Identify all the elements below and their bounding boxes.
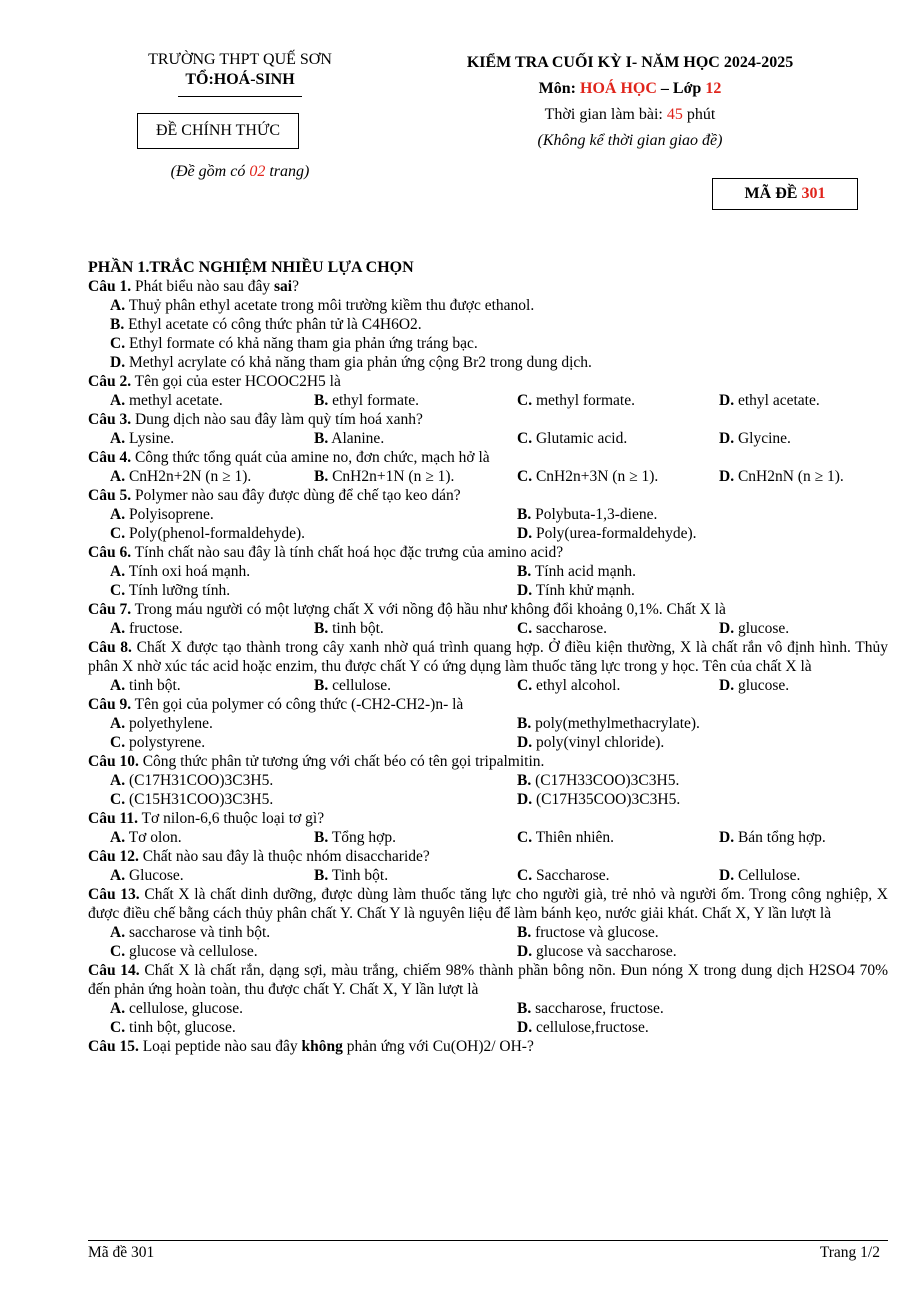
section-title: PHẦN 1.TRẮC NGHIỆM NHIỀU LỰA CHỌN (88, 259, 414, 276)
option-d[interactable] (719, 828, 826, 847)
option-text: Methyl acrylate có khả năng tham gia phản ứng cộng Br2 trong dung dịch. (128, 354, 592, 371)
option-text: fructose và glucose. (535, 924, 659, 941)
option-b[interactable] (88, 315, 888, 334)
option-c[interactable] (110, 581, 230, 600)
question-number: Câu 4. (88, 449, 132, 466)
option-text: poly(vinyl chloride). (535, 734, 665, 751)
question-6 (88, 543, 888, 562)
option-text: methyl formate. (535, 392, 635, 409)
option-letter: A. (110, 392, 126, 409)
option-text: (C15H31COO)3C3H5. (128, 791, 274, 808)
option-letter: B. (314, 430, 329, 447)
pages-note (120, 163, 360, 181)
option-text: (C17H35COO)3C3H5. (535, 791, 681, 808)
option-letter: C. (517, 392, 533, 409)
option-d[interactable] (517, 790, 680, 809)
option-text: Cellulose. (737, 867, 801, 884)
question-text: Chất X được tạo thành trong cây xanh nhờ quá trình quang hợp. Ở điều kiện thường, X là chất rắn vô định hình. Thủy phân X nhờ xúc tác acid hoặc enzim, thu được chất Y có ứng dụng làm thuốc tăng lực trong y học. Tên của chất X là (88, 639, 888, 675)
option-d[interactable] (719, 391, 820, 410)
question-text: Tơ nilon-6,6 thuộc loại tơ gì? (137, 810, 325, 827)
options-row (88, 562, 888, 581)
pages-count: 02 (249, 163, 266, 180)
option-letter: A. (110, 715, 126, 732)
option-text: glucose và cellulose. (128, 943, 258, 960)
option-b[interactable] (314, 866, 388, 885)
question-tail: phản ứng với Cu(OH)2/ OH-? (342, 1038, 534, 1055)
options-row (88, 771, 888, 790)
option-text: Tơ olon. (128, 829, 182, 846)
question-10 (88, 752, 888, 771)
question-text: Chất X là chất rắn, dạng sợi, màu trắng, chiếm 98% thành phần bông nõn. Đun nóng X trong dung dịch H2SO4 70% đến phản ứng hoàn toàn, thu được chất Y. Chất X, Y lần lượt là (88, 962, 888, 998)
option-d[interactable] (719, 619, 789, 638)
subject-suffix: – Lớp (656, 80, 706, 97)
option-a[interactable] (110, 999, 243, 1018)
option-text: ethyl acetate. (737, 392, 820, 409)
option-letter: D. (719, 430, 735, 447)
option-letter: A. (110, 1000, 126, 1017)
option-letter: C. (110, 1019, 126, 1036)
option-letter: A. (110, 563, 126, 580)
option-text: Tinh bột. (331, 867, 389, 884)
option-letter: B. (314, 392, 329, 409)
option-text: Glutamic acid. (535, 430, 628, 447)
option-a[interactable] (110, 771, 273, 790)
option-b[interactable] (314, 467, 454, 486)
exam-title: KIỂM TRA CUỐI KỲ I- NĂM HỌC 2024-2025 (466, 54, 794, 71)
time-prefix: Thời gian làm bài: (544, 106, 667, 123)
question-text: Tên gọi của polymer có công thức (-CH2-CH2-)n- là (131, 696, 464, 713)
question-tail: ? (292, 278, 299, 295)
option-text: glucose. (737, 677, 790, 694)
question-15 (88, 1037, 888, 1056)
time-suffix: phút (682, 106, 716, 123)
school-name: TRƯỜNG THPT QUẾ SƠN (148, 51, 332, 68)
option-text: cellulose, glucose. (128, 1000, 244, 1017)
question-13 (88, 885, 888, 923)
option-letter: C. (517, 677, 533, 694)
option-text: saccharose, fructose. (535, 1000, 664, 1017)
option-letter: C. (517, 620, 533, 637)
subject-name: HOÁ HỌC (580, 80, 657, 97)
option-letter: D. (517, 525, 533, 542)
option-a[interactable] (110, 828, 182, 847)
option-b[interactable] (314, 391, 419, 410)
question-number: Câu 14. (88, 962, 140, 979)
question-12 (88, 847, 888, 866)
option-text: poly(methylmethacrylate). (535, 715, 700, 732)
option-letter: C. (110, 791, 126, 808)
option-letter: D. (719, 829, 735, 846)
option-letter: A. (110, 677, 126, 694)
option-text: Polyisoprene. (128, 506, 214, 523)
option-letter: B. (517, 1000, 532, 1017)
option-text: Thiên nhiên. (535, 829, 615, 846)
option-letter: C. (110, 525, 126, 542)
option-a[interactable] (110, 866, 184, 885)
options-row (88, 391, 888, 410)
option-letter: D. (517, 1019, 533, 1036)
option-text: Ethyl acetate có công thức phân tử là C4H6O2. (128, 316, 422, 333)
question-3 (88, 410, 888, 429)
exam-code-badge (712, 178, 858, 210)
option-a[interactable] (110, 467, 251, 486)
option-text: polyethylene. (128, 715, 213, 732)
option-text: Saccharose. (535, 867, 610, 884)
option-d[interactable] (517, 942, 677, 961)
option-d[interactable] (719, 866, 800, 885)
option-letter: D. (517, 791, 533, 808)
option-text: Tính lưỡng tính. (128, 582, 231, 599)
exam-block (420, 50, 840, 154)
option-text: tinh bột. (128, 677, 181, 694)
option-d[interactable] (517, 1018, 649, 1037)
option-text: Lysine. (128, 430, 175, 447)
option-letter: B. (314, 867, 329, 884)
option-c[interactable] (110, 1018, 236, 1037)
option-letter: A. (110, 924, 126, 941)
option-text: CnH2n+2N (n ≥ 1). (128, 468, 252, 485)
option-text: Tính khử mạnh. (535, 582, 635, 599)
question-number: Câu 6. (88, 544, 132, 561)
question-emphasis: không (301, 1038, 343, 1055)
option-b[interactable] (517, 562, 636, 581)
option-text: polystyrene. (128, 734, 206, 751)
option-text: fructose. (128, 620, 183, 637)
option-text: CnH2n+3N (n ≥ 1). (535, 468, 659, 485)
option-text: glucose. (737, 620, 790, 637)
question-text: Chất X là chất dinh dưỡng, được dùng làm thuốc tăng lực cho người già, trẻ nhỏ và người ốm. Trong công nghiệp, X được điều chế bằng cách thủy phân chất Y. Chất Y là nguyên liệu để làm bánh kẹo, nước giải khát. Chất X, Y lần lượt là (88, 886, 888, 922)
option-a[interactable] (110, 562, 250, 581)
option-d[interactable] (719, 429, 791, 448)
grade: 12 (705, 80, 722, 97)
option-a[interactable] (110, 714, 213, 733)
exam-code-label: MÃ ĐỀ (744, 185, 802, 202)
questions-section (88, 258, 888, 1056)
question-text: Loại peptide nào sau đây (138, 1038, 302, 1055)
time-note: (Không kể thời gian giao đề) (537, 132, 723, 149)
option-text: tinh bột, glucose. (128, 1019, 236, 1036)
option-c[interactable] (517, 467, 658, 486)
option-d[interactable] (719, 676, 789, 695)
question-number: Câu 7. (88, 601, 132, 618)
school-block (120, 50, 360, 97)
question-5 (88, 486, 888, 505)
option-letter: A. (110, 829, 126, 846)
option-letter: C. (110, 582, 126, 599)
option-text: Alanine. (331, 430, 385, 447)
option-text: saccharose và tinh bột. (128, 924, 271, 941)
option-letter: C. (517, 468, 533, 485)
footer-divider (88, 1240, 888, 1241)
question-9 (88, 695, 888, 714)
question-text: Phát biểu nào sau đây (131, 278, 274, 295)
option-text: CnH2n+1N (n ≥ 1). (332, 468, 455, 485)
option-a[interactable] (88, 296, 888, 315)
option-text: Poly(urea-formaldehyde). (535, 525, 697, 542)
question-text: Tên gọi của ester HCOOC2H5 là (131, 373, 341, 390)
question-text: Polymer nào sau đây được dùng để chế tạo keo dán? (131, 487, 461, 504)
option-text: saccharose. (535, 620, 607, 637)
option-c[interactable] (517, 676, 620, 695)
options-row (88, 505, 888, 524)
question-number: Câu 9. (88, 696, 132, 713)
option-a[interactable] (110, 429, 174, 448)
option-b[interactable] (314, 429, 384, 448)
option-letter: B. (517, 715, 532, 732)
options-row (88, 790, 888, 809)
question-number: Câu 8. (88, 639, 132, 656)
options-row (88, 923, 888, 942)
option-letter: A. (110, 506, 126, 523)
option-letter: A. (110, 297, 126, 314)
option-text: Thuỷ phân ethyl acetate trong môi trường kiềm thu được ethanol. (128, 297, 535, 314)
option-c[interactable] (517, 429, 627, 448)
option-letter: D. (517, 582, 533, 599)
option-letter: B. (314, 677, 329, 694)
question-text: Tính chất nào sau đây là tính chất hoá học đặc trưng của amino acid? (131, 544, 564, 561)
subject-prefix: Môn: (538, 80, 580, 97)
option-letter: B. (314, 829, 329, 846)
options-row (88, 733, 888, 752)
option-text: Tổng hợp. (331, 829, 396, 846)
option-c[interactable] (110, 733, 205, 752)
option-a[interactable] (110, 619, 183, 638)
option-d[interactable] (517, 581, 635, 600)
option-b[interactable] (517, 505, 657, 524)
option-text: Glucose. (128, 867, 184, 884)
option-b[interactable] (314, 619, 384, 638)
option-letter: D. (719, 392, 735, 409)
question-number: Câu 5. (88, 487, 132, 504)
question-4 (88, 448, 888, 467)
option-a[interactable] (110, 923, 270, 942)
option-c[interactable] (110, 790, 273, 809)
option-b[interactable] (517, 923, 659, 942)
option-text: cellulose,fructose. (535, 1019, 649, 1036)
option-c[interactable] (110, 942, 258, 961)
question-2 (88, 372, 888, 391)
department-name: TỔ:HOÁ-SINH (185, 71, 295, 88)
question-number: Câu 13. (88, 886, 140, 903)
question-number: Câu 10. (88, 753, 139, 770)
options-row (88, 714, 888, 733)
option-d[interactable] (517, 524, 697, 543)
question-11 (88, 809, 888, 828)
question-number: Câu 2. (88, 373, 132, 390)
option-c[interactable] (88, 334, 888, 353)
option-c[interactable] (517, 619, 607, 638)
option-letter: C. (517, 829, 533, 846)
footer-page-number: Trang 1/2 (819, 1244, 880, 1261)
question-8 (88, 638, 888, 676)
option-letter: D. (719, 468, 735, 485)
option-letter: C. (110, 335, 126, 352)
option-text: ethyl formate. (332, 392, 420, 409)
option-letter: C. (110, 943, 126, 960)
option-letter: D. (719, 867, 735, 884)
question-1 (88, 277, 888, 296)
option-a[interactable] (110, 391, 223, 410)
option-letter: B. (110, 316, 125, 333)
option-text: Poly(phenol-formaldehyde). (128, 525, 306, 542)
option-d[interactable] (88, 353, 888, 372)
option-b[interactable] (314, 676, 391, 695)
options-row (88, 524, 888, 543)
option-letter: C. (517, 867, 533, 884)
options-row (88, 1018, 888, 1037)
question-emphasis: sai (274, 278, 293, 295)
options-row (88, 467, 888, 486)
question-text: Chất nào sau đây là thuộc nhóm disaccharide? (138, 848, 430, 865)
option-letter: C. (517, 430, 533, 447)
official-badge: ĐỀ CHÍNH THỨC (137, 113, 299, 149)
option-text: tinh bột. (332, 620, 384, 637)
option-text: Tính acid mạnh. (534, 563, 636, 580)
question-text: Công thức tổng quát của amine no, đơn chức, mạch hở là (131, 449, 490, 466)
option-letter: B. (517, 563, 532, 580)
option-letter: D. (517, 943, 533, 960)
options-row (88, 619, 888, 638)
option-letter: A. (110, 468, 126, 485)
option-b[interactable] (517, 999, 664, 1018)
options-row (88, 999, 888, 1018)
option-text: ethyl alcohol. (535, 677, 621, 694)
option-text: (C17H31COO)3C3H5. (128, 772, 274, 789)
options-row (88, 676, 888, 695)
option-d[interactable] (719, 467, 844, 486)
options-row (88, 828, 888, 847)
option-letter: A. (110, 430, 126, 447)
option-text: CnH2nN (n ≥ 1). (737, 468, 844, 485)
option-letter: B. (517, 506, 532, 523)
question-14 (88, 961, 888, 999)
option-b[interactable] (517, 771, 679, 790)
option-letter: D. (719, 620, 735, 637)
option-c[interactable] (110, 524, 305, 543)
footer-exam-code: Mã đề 301 (88, 1244, 155, 1261)
subject-line (420, 76, 840, 102)
option-letter: D. (719, 677, 735, 694)
question-text: Dung dịch nào sau đây làm quỳ tím hoá xanh? (131, 411, 423, 428)
option-letter: A. (110, 772, 126, 789)
option-a[interactable] (110, 505, 214, 524)
option-c[interactable] (517, 866, 610, 885)
time-line (420, 102, 840, 128)
option-letter: D. (517, 734, 533, 751)
option-letter: A. (110, 620, 126, 637)
option-c[interactable] (517, 391, 635, 410)
option-d[interactable] (517, 733, 664, 752)
question-7 (88, 600, 888, 619)
option-letter: B. (314, 468, 329, 485)
option-text: Ethyl formate có khả năng tham gia phản ứng tráng bạc. (128, 335, 478, 352)
options-row (88, 581, 888, 600)
option-letter: B. (517, 924, 532, 941)
option-text: glucose và saccharose. (535, 943, 677, 960)
option-text: Glycine. (737, 430, 791, 447)
option-a[interactable] (110, 676, 181, 695)
option-text: methyl acetate. (128, 392, 223, 409)
options-row (88, 429, 888, 448)
option-letter: C. (110, 734, 126, 751)
options-row (88, 866, 888, 885)
pages-note-prefix: (Đề gồm có (170, 163, 250, 180)
option-b[interactable] (314, 828, 396, 847)
options-row (88, 942, 888, 961)
question-text: Trong máu người có một lượng chất X với nồng độ hầu như không đổi khoảng 0,1%. Chất X là (131, 601, 726, 618)
question-text: Công thức phân tử tương ứng với chất béo có tên gọi tripalmitin. (138, 753, 545, 770)
option-letter: B. (517, 772, 532, 789)
option-text: (C17H33COO)3C3H5. (535, 772, 680, 789)
exam-code-number: 301 (801, 185, 826, 202)
option-text: Bán tổng hợp. (737, 829, 826, 846)
option-letter: B. (314, 620, 329, 637)
option-text: Tính oxi hoá mạnh. (128, 563, 251, 580)
question-number: Câu 11. (88, 810, 138, 827)
option-b[interactable] (517, 714, 700, 733)
question-number: Câu 15. (88, 1038, 139, 1055)
option-text: Polybuta-1,3-diene. (535, 506, 658, 523)
option-letter: D. (110, 354, 126, 371)
option-c[interactable] (517, 828, 614, 847)
divider (178, 96, 302, 97)
question-number: Câu 3. (88, 411, 132, 428)
pages-note-suffix: trang) (265, 163, 310, 180)
option-text: cellulose. (332, 677, 392, 694)
question-number: Câu 12. (88, 848, 139, 865)
option-letter: A. (110, 867, 126, 884)
time-minutes: 45 (666, 106, 683, 123)
question-number: Câu 1. (88, 278, 132, 295)
